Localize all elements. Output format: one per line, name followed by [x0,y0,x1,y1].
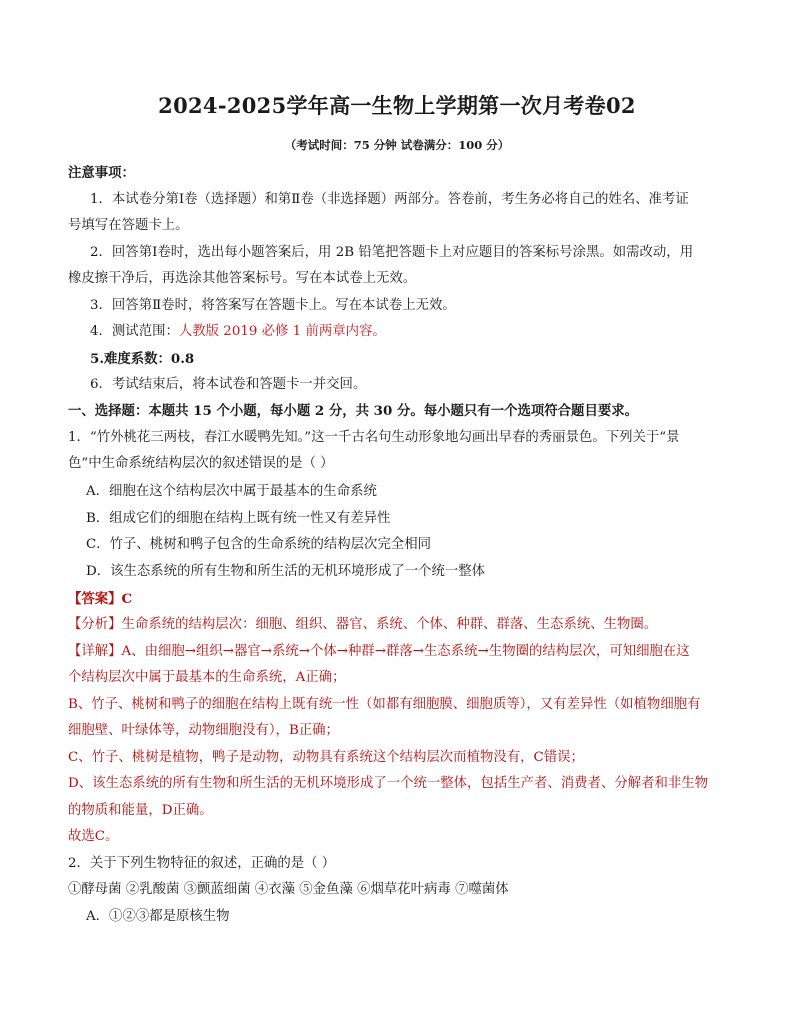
q2-items: ①酵母菌 ②乳酸菌 ③颤蓝细菌 ④衣藻 ⑤金鱼藻 ⑥烟草花叶病毒 ⑦噬菌体 [68,882,509,897]
q1-option-c: C．竹子、桃树和鸭子包含的生命系统的结构层次完全相同 [86,537,432,552]
q2-option-a: A．①②③都是原核生物 [86,909,230,924]
q1-detail-line-8: 故选C。 [68,829,119,844]
q1-detail-line-2: 个结构层次中属于最基本的生命系统，A正确； [68,670,346,685]
notice-item-6: 6．考试结束后，将本试卷和答题卡一并交回。 [90,377,367,392]
section-heading: 一、选择题：本题共 15 个小题，每小题 2 分，共 30 分。每小题只有一个选项符合题目要求。 [68,403,639,419]
notice-heading: 注意事项： [68,165,135,181]
notice-item-2-line-1: 2．回答第Ⅰ卷时，选出每小题答案后，用 2B 铅笔把答题卡上对应题目的答案标号涂黑。如需改动，用 [90,245,694,260]
q1-detail-line-1: 【详解】A、由细胞→组织→器官→系统→个体→种群→群落→生态系统→生物圈的结构层次，可知细胞在这 [68,644,690,659]
q1-stem-line-2: 色”中生命系统结构层次的叙述错误的是（ ） [68,456,334,471]
q1-analysis: 【分析】生命系统的结构层次：细胞、组织、器官、系统、个体、种群、群落、生态系统、生物圈。 [68,617,658,632]
exam-info: （考试时间：75 分钟 试卷满分：100 分） [284,138,510,152]
notice-item-1-line-1: 1．本试卷分第Ⅰ卷（选择题）和第Ⅱ卷（非选择题）两部分。答卷前，考生务必将自己的姓名、准考证 [90,192,689,207]
page-title: 2024-2025学年高一生物上学期第一次月考卷02 [158,93,636,118]
q1-detail-line-4: 细胞壁、叶绿体等，动物细胞没有），B正确； [68,723,339,738]
notice-item-5: 5.难度系数：0.8 [90,351,195,367]
q1-answer: 【答案】C [68,591,133,607]
q1-option-d: D．该生态系统的所有生物和所生活的无机环境形成了一个统一整体 [86,564,486,579]
q1-stem-line-1: 1．“竹外桃花三两枝，春江水暖鸭先知。”这一千古名句生动形象地勾画出早春的秀丽景色。下列关于“景 [68,430,680,445]
notice-item-4-scope: 人教版 2019 必修 1 前两章内容。 [178,324,386,339]
notice-item-4-prefix: 4．测试范围： [90,324,179,339]
q1-detail-line-7: 的物质和能量，D正确。 [68,803,213,818]
notice-item-4 [90,323,386,341]
q2-stem: 2．关于下列生物特征的叙述，正确的是（ ） [68,856,336,871]
q1-option-b: B．组成它们的细胞在结构上既有统一性又有差异性 [86,511,391,526]
q1-detail-line-6: D、该生态系统的所有生物和所生活的无机环境形成了一个统一整体，包括生产者、消费者、分解者和非生物 [68,776,709,791]
q1-option-a: A．细胞在这个结构层次中属于最基本的生命系统 [86,484,377,499]
notice-item-1-line-2: 号填写在答题卡上。 [68,218,189,233]
notice-item-2-line-2: 橡皮擦干净后，再选涂其他答案标号。写在本试卷上无效。 [68,271,417,286]
notice-item-3: 3．回答第Ⅱ卷时，将答案写在答题卡上。写在本试卷上无效。 [90,298,456,313]
q1-detail-line-5: C、竹子、桃树是植物，鸭子是动物，动物具有系统这个结构层次而植物没有，C错误； [68,750,584,765]
q1-detail-line-3: B、竹子、桃树和鸭子的细胞在结构上既有统一性（如都有细胞膜、细胞质等），又有差异性（如植物细胞有 [68,697,701,712]
